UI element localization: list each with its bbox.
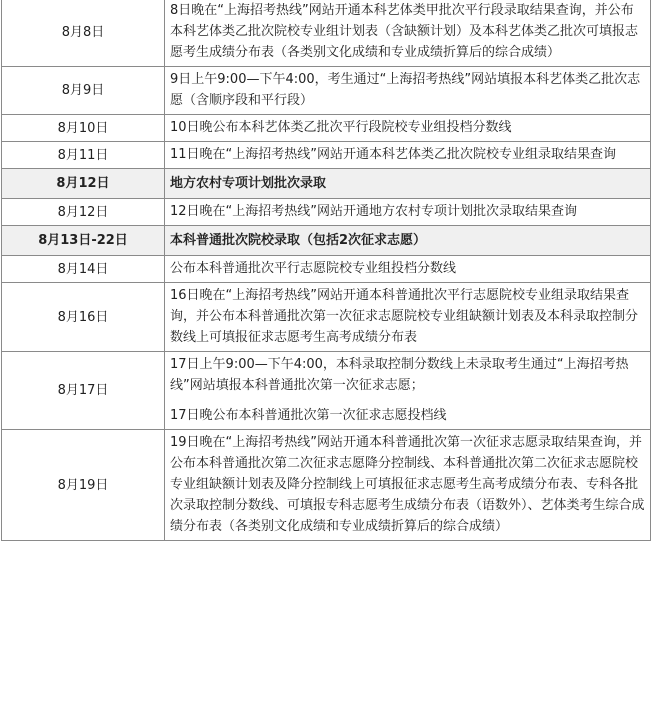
detail-cell: 公布本科普通批次平行志愿院校专业组投档分数线 xyxy=(165,256,651,283)
detail-cell: 19日晚在“上海招考热线”网站开通本科普通批次第一次征求志愿录取结果查询，并公布本科普通批次第二次征求志愿降分控制线、本科普通批次第二次征求志愿院校专业组缺额计划表及降分控制线上可填报征求志愿考生高考成绩分布表、专科各批次录取控制分数线、可填报专科志愿考生成绩分布表（语数外）、艺体类考生综合成绩分布表（各类别文化成绩和专业成绩折算后的综合成绩） xyxy=(165,430,651,541)
date-cell: 8月16日 xyxy=(2,283,165,352)
date-cell: 8月9日 xyxy=(2,67,165,115)
table-row xyxy=(2,115,651,142)
table-row xyxy=(2,67,651,115)
table-row xyxy=(2,256,651,283)
schedule-body xyxy=(2,0,651,541)
section-header-row xyxy=(2,226,651,256)
date-cell: 8月14日 xyxy=(2,256,165,283)
detail-cell: 10日晚公布本科艺体类乙批次平行段院校专业组投档分数线 xyxy=(165,115,651,142)
table-row xyxy=(2,430,651,541)
admission-schedule-table xyxy=(1,0,651,541)
date-cell: 8月19日 xyxy=(2,430,165,541)
detail-cell: 16日晚在“上海招考热线”网站开通本科普通批次平行志愿院校专业组录取结果查询，并公布本科普通批次第一次征求志愿院校专业组缺额计划表及本科录取控制分数线上可填报征求志愿考生高考成绩分布表 xyxy=(165,283,651,352)
section-header-row xyxy=(2,169,651,199)
detail-cell: 12日晚在“上海招考热线”网站开通地方农村专项计划批次录取结果查询 xyxy=(165,199,651,226)
date-cell: 8月8日 xyxy=(2,0,165,67)
detail-cell: 11日晚在“上海招考热线”网站开通本科艺体类乙批次院校专业组录取结果查询 xyxy=(165,142,651,169)
table-row xyxy=(2,0,651,67)
table-row xyxy=(2,142,651,169)
detail-cell: 9日上午9:00—下午4:00，考生通过“上海招考热线”网站填报本科艺体类乙批次志愿（含顺序段和平行段） xyxy=(165,67,651,115)
date-cell: 8月17日 xyxy=(2,352,165,430)
table-row xyxy=(2,352,651,430)
table-row xyxy=(2,283,651,352)
date-cell: 8月12日 xyxy=(2,199,165,226)
detail-cell xyxy=(165,352,651,430)
section-title-cell: 地方农村专项计划批次录取 xyxy=(165,169,651,199)
detail-paragraph: 17日晚公布本科普通批次第一次征求志愿投档线 xyxy=(170,408,447,423)
date-cell: 8月10日 xyxy=(2,115,165,142)
table-row xyxy=(2,199,651,226)
detail-paragraph: 17日上午9:00—下午4:00，本科录取控制分数线上未录取考生通过“上海招考热线”网站填报本科普通批次第一次征求志愿； xyxy=(170,357,629,393)
section-date-cell: 8月13日-22日 xyxy=(2,226,165,256)
date-cell: 8月11日 xyxy=(2,142,165,169)
section-title-cell: 本科普通批次院校录取（包括2次征求志愿） xyxy=(165,226,651,256)
detail-cell: 8日晚在“上海招考热线”网站开通本科艺体类甲批次平行段录取结果查询，并公布本科艺体类乙批次院校专业组计划表（含缺额计划）及本科艺体类乙批次可填报志愿考生成绩分布表（各类别文化成绩和专业成绩折算后的综合成绩） xyxy=(165,0,651,67)
section-date-cell: 8月12日 xyxy=(2,169,165,199)
